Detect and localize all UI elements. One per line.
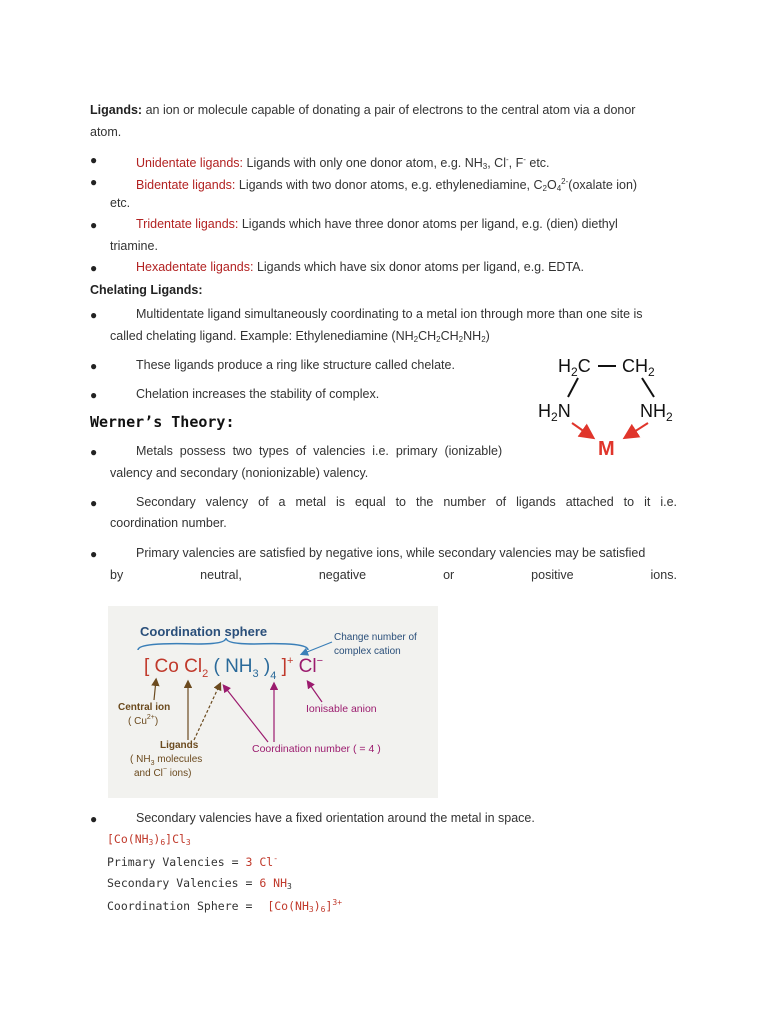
ionisable-label: Ionisable anion xyxy=(306,703,377,715)
ligands-definition xyxy=(90,100,635,121)
item-text: etc. xyxy=(525,156,550,170)
primary-value: 3 Cl xyxy=(245,855,274,869)
word: ions. xyxy=(650,568,677,582)
item-text: (oxalate ion) xyxy=(568,178,638,192)
chelate-ring-diagram xyxy=(530,345,690,460)
term-unidentate: Unidentate ligands: xyxy=(136,156,244,170)
coordination-arrow xyxy=(572,423,592,437)
central-label-1: Central ion xyxy=(118,702,171,713)
werner-p2-line1: Secondary valency of a metal is equal to the number of ligands attached to it i.e. xyxy=(136,495,677,509)
formula-part: [Co(NH xyxy=(107,832,149,846)
subscript: 2 xyxy=(458,335,464,344)
superscript: - xyxy=(523,155,526,164)
bullet-icon: ● xyxy=(90,261,98,275)
item-text: Ligands with only one donor atom, e.g. NH xyxy=(246,156,483,170)
ligands-label-3: and Cl− ions) xyxy=(134,766,192,779)
secondary-value: 6 NH xyxy=(259,876,288,890)
subscript: 2 xyxy=(413,335,419,344)
ligands-label-2: ( $NH_3$ molecules xyxy=(130,754,203,767)
nh2-label: $NH_2$ xyxy=(640,401,673,424)
item-text: NH xyxy=(463,329,482,343)
subscript: 3 xyxy=(287,882,292,891)
secondary-valencies-line xyxy=(107,876,292,891)
werner-p3-line2 xyxy=(110,565,677,586)
subscript: 6 xyxy=(160,838,166,847)
word: by xyxy=(110,568,124,582)
werner-p1-line2: valency and secondary (nonionizable) valency. xyxy=(110,466,369,480)
primary-valencies-line xyxy=(107,854,278,869)
subscript: 3 xyxy=(148,838,154,847)
item-text: CH xyxy=(418,329,437,343)
word: neutral, xyxy=(200,568,242,582)
werner-p1-line1: Metals possess two types of valencies i.e. primary (ionizable) xyxy=(136,444,503,458)
term-tridentate: Tridentate ligands: xyxy=(136,217,239,231)
item-text: Ligands with two donor atoms, e.g. ethylenediamine, C xyxy=(238,178,543,192)
ch2-label: $CH_2$ xyxy=(622,356,655,379)
sphere-part: [Co(NH xyxy=(267,899,309,913)
central-label-2: ( $Cu^{2+}$) xyxy=(128,714,159,727)
figure-title: Coordination sphere xyxy=(140,624,268,639)
subscript: 3 xyxy=(185,838,191,847)
werner-p2-line2: coordination number. xyxy=(110,516,227,530)
ligands-heading: Ligands: xyxy=(90,103,143,117)
bullet-icon: ● xyxy=(90,388,98,402)
item-text: , F xyxy=(508,156,524,170)
item-text-continued: etc. xyxy=(110,196,131,210)
item-text: Ligands which have six donor atoms per ligand, e.g. EDTA. xyxy=(256,260,584,274)
secondary-label: Secondary Valencies = xyxy=(107,876,260,890)
formula-part: ) xyxy=(153,832,161,846)
item-text: CH xyxy=(440,329,459,343)
ligands-definition-line1: an ion or molecule capable of donating a pair of electrons to the central atom via a donor xyxy=(145,103,636,117)
formula: [ Co $Cl_2$ ( $NH_3$ )$_4$ ]+ Cl− xyxy=(144,655,324,682)
item-text: , Cl xyxy=(487,156,506,170)
chelating-heading: Chelating Ligands: xyxy=(90,283,203,297)
superscript: 2- xyxy=(561,177,569,186)
bond-line xyxy=(642,378,654,397)
superscript: 3+ xyxy=(332,898,343,907)
subscript: 3 xyxy=(308,905,314,914)
list-item xyxy=(136,214,618,235)
bullet-icon: ● xyxy=(90,153,98,167)
example-formula xyxy=(107,832,191,847)
coordination-sphere-figure xyxy=(108,606,438,798)
bullet-icon: ● xyxy=(90,445,98,459)
superscript: - xyxy=(505,155,509,164)
change-label-1: Change number of xyxy=(334,632,417,643)
coordination-number-label: Coordination number ( = 4 ) xyxy=(252,743,381,755)
sphere-label: Coordination Sphere = xyxy=(107,899,260,913)
subscript: 3 xyxy=(482,162,488,171)
subscript: 6 xyxy=(320,905,326,914)
bullet-icon: ● xyxy=(90,496,98,510)
metal-label: M xyxy=(598,438,615,460)
item-text: O xyxy=(546,178,557,192)
primary-label: Primary Valencies = xyxy=(107,855,246,869)
bullet-icon: ● xyxy=(90,359,98,373)
word: or xyxy=(443,568,455,582)
bullet-icon: ● xyxy=(90,812,98,826)
list-item xyxy=(136,257,584,278)
subscript: 4 xyxy=(556,184,562,193)
change-label-2: complex cation xyxy=(334,646,401,657)
ligands-definition-line2: atom. xyxy=(90,125,122,139)
item-text: ) xyxy=(485,329,490,343)
item-text: Ligands which have three donor atoms per ligand, e.g. (dien) diethyl xyxy=(241,217,618,231)
h2n-label: $H_2N$ xyxy=(538,401,571,424)
chelating-item1-line1: Multidentate ligand simultaneously coordinating to a metal ion through more than one site is xyxy=(136,307,643,321)
item-text-continued: triamine. xyxy=(110,239,158,253)
subscript: 2 xyxy=(436,335,441,344)
bullet-icon: ● xyxy=(90,175,98,189)
subscript: 2 xyxy=(481,335,486,344)
werner-p4: Secondary valencies have a fixed orientation around the metal in space. xyxy=(136,811,535,825)
sphere-part: ] xyxy=(325,899,333,913)
chelating-item1-line2 xyxy=(110,326,490,350)
bullet-icon: ● xyxy=(90,218,98,232)
sphere-part: ) xyxy=(313,899,321,913)
subscript: 2 xyxy=(542,184,547,193)
h2c-label: $H_2C$ xyxy=(558,356,591,379)
chelating-item3: Chelation increases the stability of complex. xyxy=(136,387,380,401)
term-hexadentate: Hexadentate ligands: xyxy=(136,260,254,274)
formula-part: ]Cl xyxy=(165,832,186,846)
ligands-label-1: Ligands xyxy=(160,740,199,751)
term-bidentate: Bidentate ligands: xyxy=(136,178,236,192)
bullet-icon: ● xyxy=(90,308,98,322)
list-item xyxy=(136,171,637,199)
werner-p3-line1: Primary valencies are satisfied by negative ions, while secondary valencies may be satisfied xyxy=(136,546,646,560)
bullet-icon: ● xyxy=(90,547,98,561)
word: negative xyxy=(318,568,367,582)
superscript: - xyxy=(273,854,279,863)
coordination-sphere-line xyxy=(107,898,342,914)
word: positive xyxy=(531,568,574,582)
chelating-item2: These ligands produce a ring like structure called chelate. xyxy=(136,358,455,372)
werner-heading: Werner’s Theory: xyxy=(90,413,235,431)
bond-line xyxy=(568,378,578,397)
item-text: called chelating ligand. Example: Ethylenediamine (NH xyxy=(110,329,414,343)
coordination-arrow xyxy=(626,423,648,437)
